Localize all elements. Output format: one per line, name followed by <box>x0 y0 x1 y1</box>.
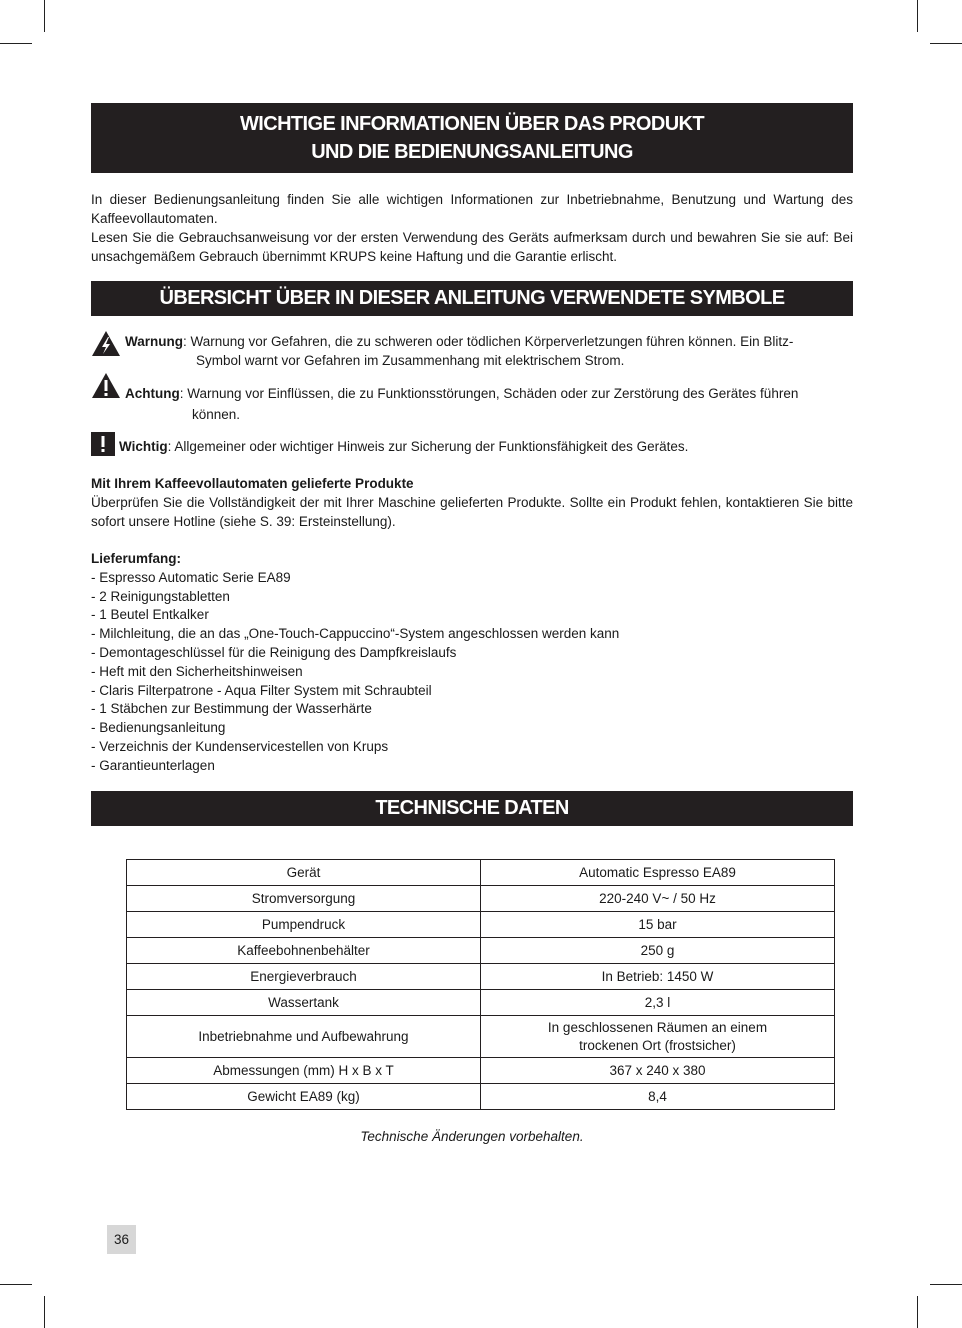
list-item: - Garantieunterlagen <box>91 757 215 773</box>
table-row <box>127 938 835 964</box>
crop-mark <box>930 43 962 44</box>
crop-mark <box>44 0 45 32</box>
list-item: - Claris Filterpatrone - Aqua Filter System mit Schraubteil <box>91 682 432 698</box>
table-row <box>127 860 835 886</box>
warnung-text-1: : Warnung vor Gefahren, die zu schweren oder tödlichen Körperverletzungen führen können. Ein Blitz- <box>183 334 794 349</box>
table-row <box>127 1084 835 1110</box>
warnung-label: Warnung <box>125 334 183 349</box>
list-item: - Demontageschlüssel für die Reinigung des Dampfkreislaufs <box>91 644 457 660</box>
wichtig-text-1: : Allgemeiner oder wichtiger Hinweis zur Sicherung der Funktionsfähigkeit des Gerätes. <box>167 439 689 454</box>
table-cell-key: Abmessungen (mm) H x B x T <box>127 1058 481 1084</box>
achtung-text-1: : Warnung vor Einflüssen, die zu Funktionsstörungen, Schäden oder zur Zerstörung des Gerätes führen <box>179 386 799 401</box>
list-item: - Verzeichnis der Kundenservicestellen von Krups <box>91 738 389 754</box>
table-cell-value: 15 bar <box>481 912 835 938</box>
table-cell-value: 8,4 <box>481 1084 835 1110</box>
table-cell-key: Gewicht EA89 (kg) <box>127 1084 481 1110</box>
symbols-title: ÜBERSICHT ÜBER IN DIESER ANLEITUNG VERWENDETE SYMBOLE <box>159 287 785 309</box>
table-cell-value: 250 g <box>481 938 835 964</box>
table-cell-key: Kaffeebohnenbehälter <box>127 938 481 964</box>
products-text: Überprüfen Sie die Vollständigkeit der mit Ihrer Maschine gelieferten Produkte. Sollte ein Produkt fehlen, kontaktieren Sie bitte sofort unsere Hotline (siehe S. 39: Ersteinstellung). <box>91 494 853 529</box>
title-banner-tech-data <box>91 791 853 826</box>
crop-mark <box>0 1284 32 1285</box>
title-banner-symbols <box>91 281 853 316</box>
table-cell-key: Energieverbrauch <box>127 964 481 990</box>
intro-paragraph-2: Lesen Sie die Gebrauchsanweisung vor der ersten Verwendung des Geräts aufmerksam durch und bewahren Sie sie auf: Bei unsachgemäßem Gebrauch übernimmt KRUPS keine Haftung und die Garantie erlischt. <box>91 230 853 264</box>
wichtig-label: Wichtig <box>119 439 168 454</box>
table-cell-value: Automatic Espresso EA89 <box>481 860 835 886</box>
table-cell-value: In Betrieb: 1450 W <box>481 964 835 990</box>
delivery-heading: Lieferumfang: <box>91 551 182 566</box>
table-cell-value-line-1: In geschlossenen Räumen an einem <box>547 1019 768 1035</box>
list-item: - Heft mit den Sicherheitshinweisen <box>91 663 303 679</box>
tech-data-table <box>126 859 835 1110</box>
table-cell-key: Stromversorgung <box>127 886 481 912</box>
list-item: - 1 Beutel Entkalker <box>91 607 209 623</box>
products-section <box>91 475 853 531</box>
list-item: - Bedienungsanleitung <box>91 720 226 736</box>
table-cell-value-line-2: trockenen Ort (frostsicher) <box>579 1037 736 1053</box>
products-heading: Mit Ihrem Kaffeevollautomaten gelieferte Produkte <box>91 476 414 491</box>
table-cell-key: Gerät <box>127 860 481 886</box>
symbol-row-warnung <box>91 332 853 372</box>
delivery-list <box>91 569 853 776</box>
crop-mark <box>917 1296 918 1328</box>
table-cell-key: Pumpendruck <box>127 912 481 938</box>
warnung-text-2: Symbol warnt vor Gefahren im Zusammenhang mit elektrischem Strom. <box>196 353 625 368</box>
symbol-row-achtung <box>91 384 853 426</box>
lightning-warning-icon <box>91 330 121 363</box>
list-item: - 1 Stäbchen zur Bestimmung der Wasserhärte <box>91 701 372 717</box>
table-cell-value: 2,3 l <box>481 990 835 1016</box>
list-item: - Espresso Automatic Serie EA89 <box>91 569 291 585</box>
page-number: 36 <box>107 1225 136 1254</box>
exclamation-warning-icon <box>91 372 121 405</box>
achtung-text-2: können. <box>192 407 241 422</box>
crop-mark <box>930 1284 962 1285</box>
intro-paragraph-1: In dieser Bedienungsanleitung finden Sie alle wichtigen Informationen zur Inbetriebnahme, Benutzung und Wartung des Kaffeevollautomaten. <box>91 192 853 226</box>
title-line-1: WICHTIGE INFORMATIONEN ÜBER DAS PRODUKT <box>240 113 704 135</box>
tech-title: TECHNISCHE DATEN <box>375 797 569 819</box>
list-item: - 2 Reinigungstabletten <box>91 588 230 604</box>
crop-mark <box>44 1296 45 1328</box>
table-row <box>127 912 835 938</box>
title-banner-important-info <box>91 103 853 173</box>
list-item: - Milchleitung, die an das „One-Touch-Cappuccino“-System angeschlossen werden kann <box>91 626 620 642</box>
table-cell-key: Inbetriebnahme und Aufbewahrung <box>127 1016 481 1058</box>
table-row <box>127 964 835 990</box>
crop-mark <box>0 43 32 44</box>
table-row <box>127 1016 835 1058</box>
table-row <box>127 990 835 1016</box>
important-notice-icon <box>91 432 115 462</box>
table-cell-value <box>481 1016 835 1058</box>
symbol-row-wichtig <box>91 437 853 459</box>
title-line-2: UND DIE BEDIENUNGSANLEITUNG <box>311 141 633 163</box>
table-row <box>127 1058 835 1084</box>
tech-note: Technische Änderungen vorbehalten. <box>360 1129 584 1144</box>
table-cell-key: Wassertank <box>127 990 481 1016</box>
crop-mark <box>917 0 918 32</box>
table-cell-value: 367 x 240 x 380 <box>481 1058 835 1084</box>
table-row <box>127 886 835 912</box>
table-cell-value: 220-240 V~ / 50 Hz <box>481 886 835 912</box>
intro-paragraphs <box>91 190 853 266</box>
achtung-label: Achtung <box>125 386 180 401</box>
delivery-section <box>91 550 853 776</box>
